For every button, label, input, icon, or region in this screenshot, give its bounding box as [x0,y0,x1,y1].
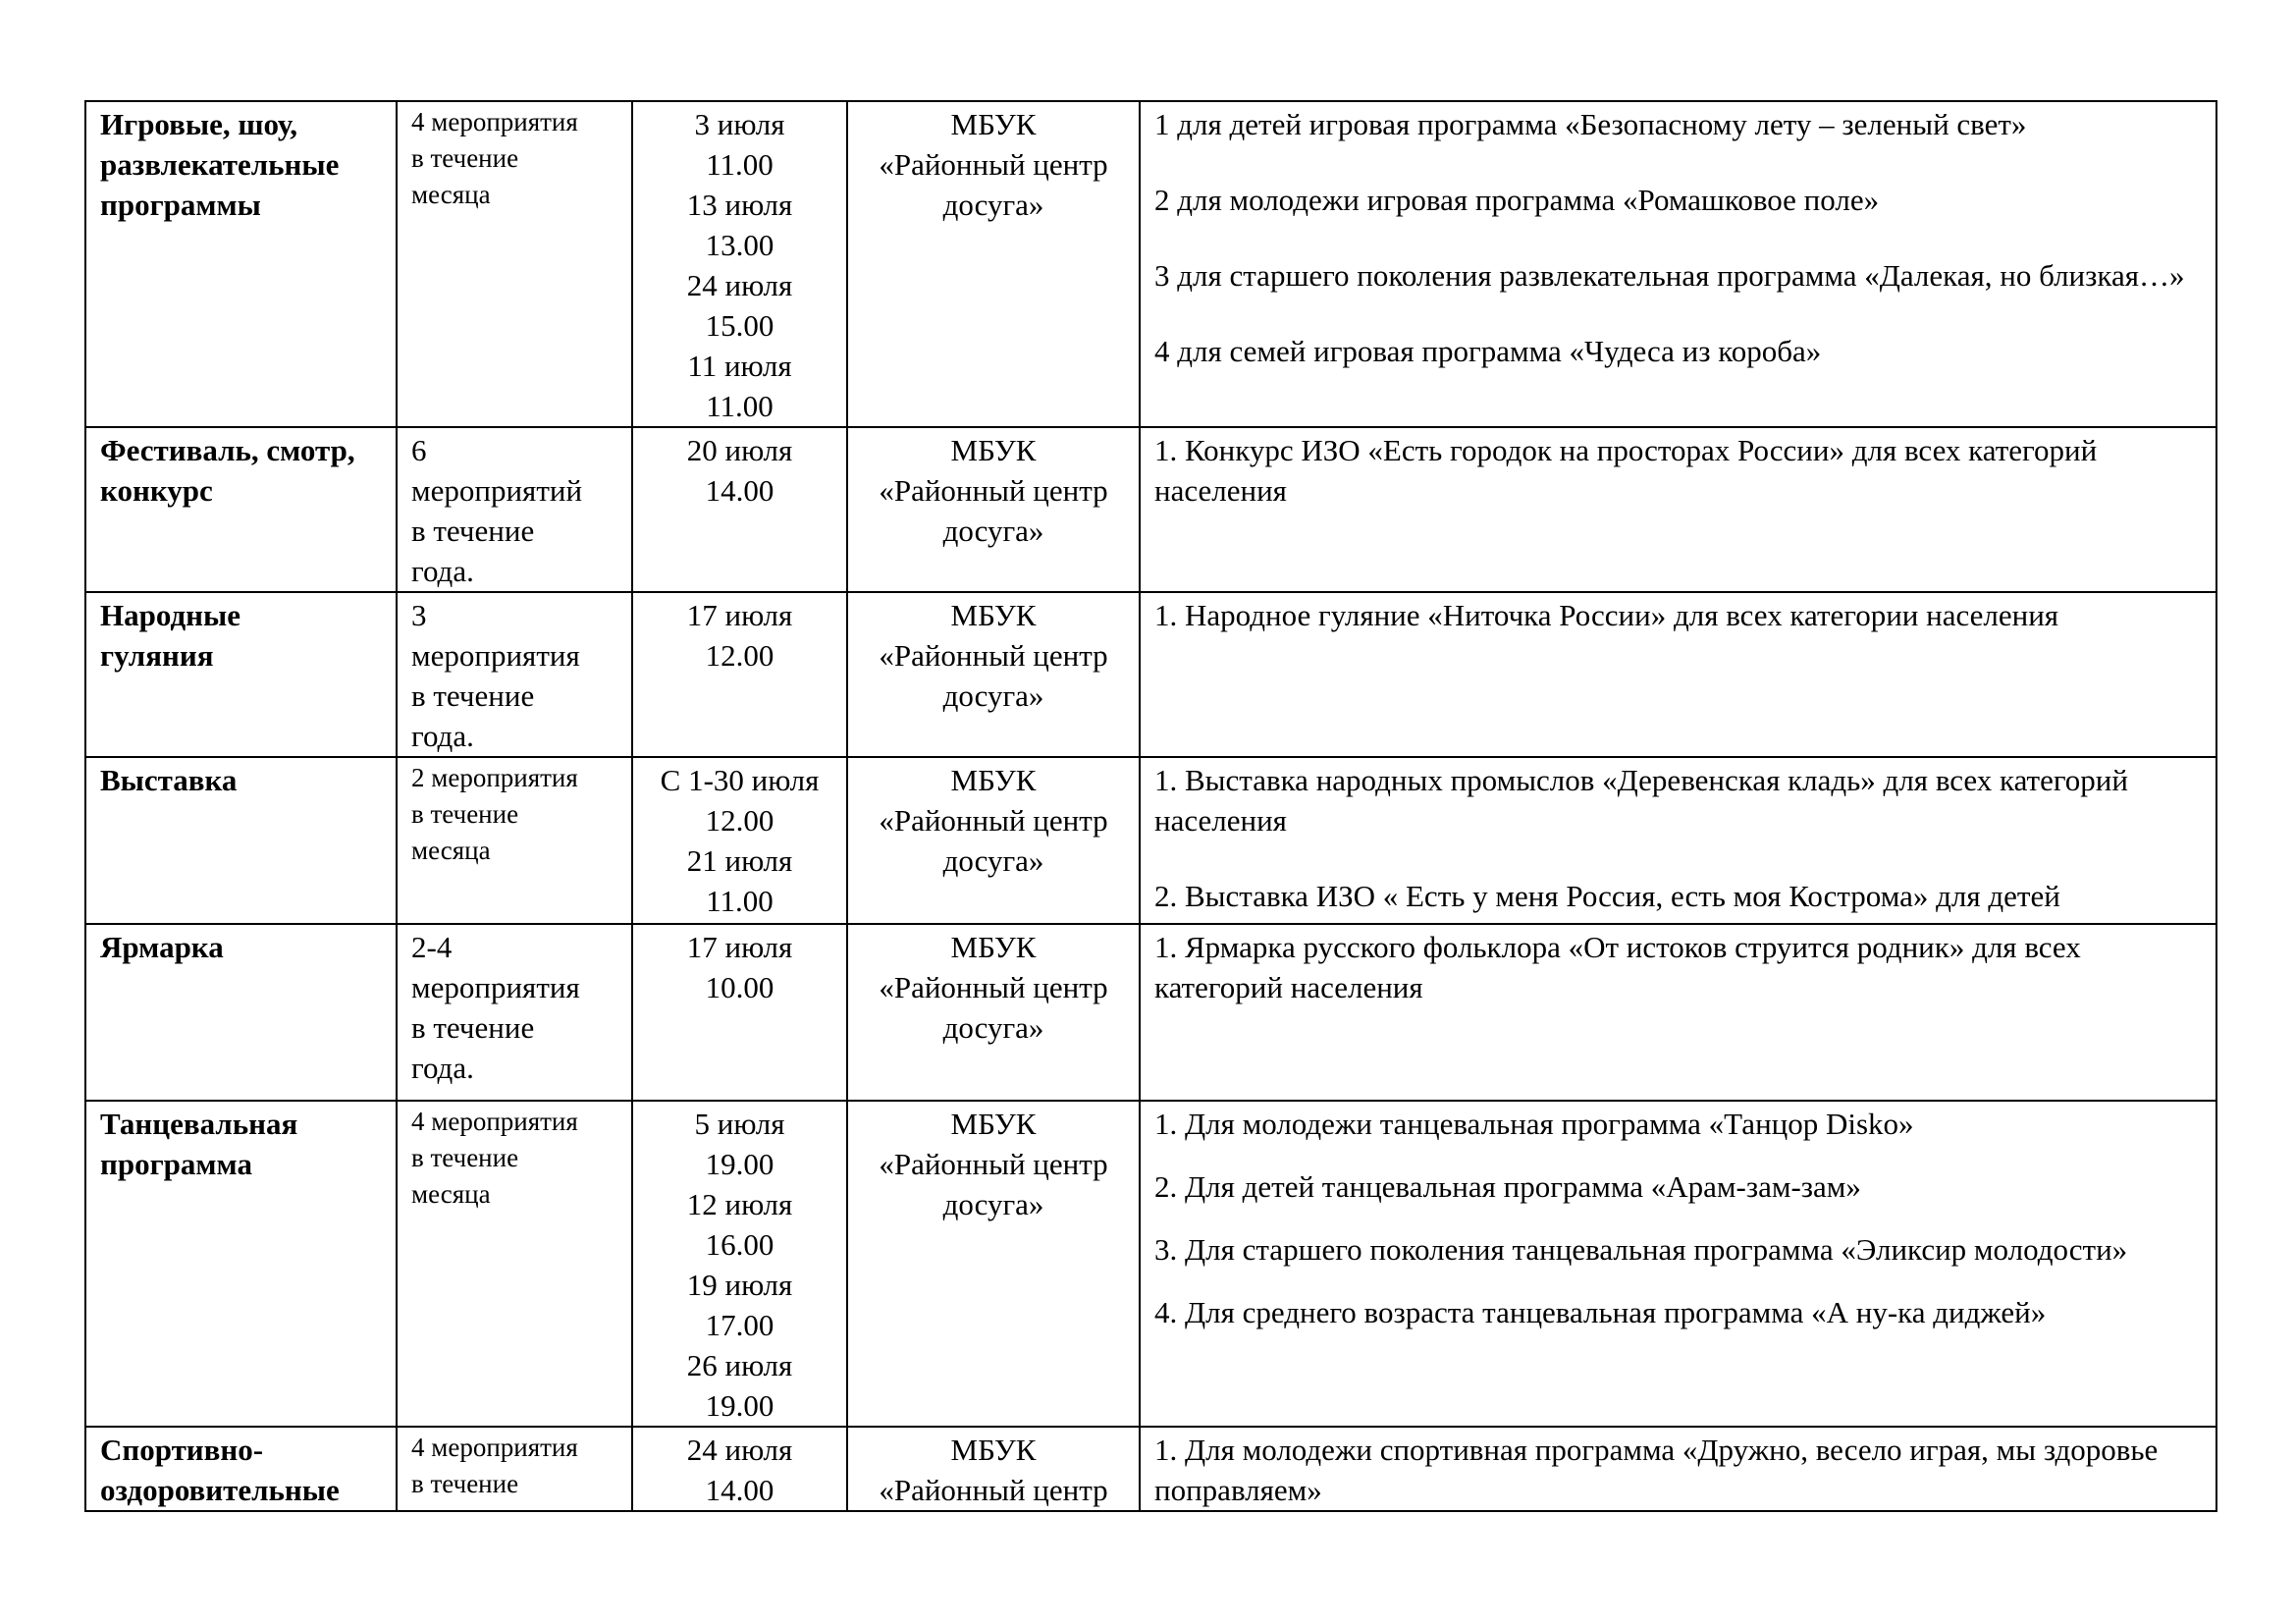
event-description-cell [1140,101,2216,427]
event-description-item: 2 для молодежи игровая программа «Ромашковое поле» [1154,183,1880,217]
event-date-text: 20 июля [686,433,793,467]
event-venue-text: досуга» [942,678,1044,713]
event-date-text: 11.00 [706,147,774,182]
event-date-text: С 1-30 июля [660,763,820,797]
event-date-text: 13.00 [705,228,774,262]
event-date-cell [632,924,847,1101]
event-date-text: 17.00 [705,1308,774,1342]
event-type-text: Спортивно- [100,1433,264,1467]
event-description-item: 1. Выставка народных промыслов «Деревенская кладь» для всех категорий населения [1154,763,2128,838]
events-table [84,100,2217,1512]
event-venue-text: досуга» [942,1010,1044,1045]
event-venue-text: «Районный центр [879,638,1108,673]
event-date-text: 16.00 [705,1227,774,1262]
table-row [85,1101,2216,1427]
event-description-item: 1. Для молодежи спортивная программа «Дружно, весело играя, мы здоровье поправляем» [1154,1433,2159,1507]
event-venue-cell [847,1427,1140,1511]
event-type-text: оздоровительные [100,1473,340,1507]
event-date-text: 11.00 [706,389,774,423]
event-date-text: 19 июля [686,1268,793,1302]
event-type-cell [85,1101,397,1427]
table-row [85,1427,2216,1511]
event-description-cell [1140,757,2216,924]
event-venue-cell [847,757,1140,924]
event-date-cell [632,427,847,592]
event-type-cell [85,592,397,757]
event-description-item: 3 для старшего поколения развлекательная программа «Далекая, но близкая…» [1154,258,2185,293]
event-count-text: в течение [411,1010,535,1045]
event-type-text: Танцевальная [100,1107,298,1141]
event-description-item: 4. Для среднего возраста танцевальная программа «А ну-ка диджей» [1154,1295,2047,1329]
event-count-text: в течение [411,514,535,548]
event-type-cell [85,1427,397,1511]
table-row [85,592,2216,757]
event-date-text: 26 июля [686,1348,793,1382]
event-count-cell [397,1427,632,1511]
event-date-cell [632,757,847,924]
event-count-cell [397,101,632,427]
event-venue-text: МБУК [950,763,1037,797]
event-venue-text: МБУК [950,107,1037,141]
event-date-text: 12.00 [705,803,774,838]
event-count-text: в течение [411,1469,519,1498]
event-description-cell [1140,924,2216,1101]
event-count-cell [397,592,632,757]
event-date-text: 17 июля [686,598,793,632]
event-count-text: месяца [411,180,491,209]
event-count-text: мероприятия [411,970,580,1004]
event-count-text: 2 мероприятия [411,763,578,792]
event-count-text: в течение [411,678,535,713]
event-type-text: Народные [100,598,240,632]
event-venue-cell [847,427,1140,592]
event-type-cell [85,757,397,924]
event-date-text: 19.00 [705,1388,774,1423]
event-count-text: в течение [411,143,519,173]
event-count-text: 6 [411,433,427,467]
event-date-text: 11.00 [706,884,774,918]
event-date-text: 24 июля [686,1433,793,1467]
event-count-text: 4 мероприятия [411,1107,578,1136]
event-venue-cell [847,1101,1140,1427]
event-count-text: месяца [411,1179,491,1209]
event-date-text: 19.00 [705,1147,774,1181]
event-venue-text: МБУК [950,1433,1037,1467]
event-type-text: Игровые, шоу, [100,107,298,141]
table-row [85,101,2216,427]
event-date-text: 24 июля [686,268,793,302]
event-description-item: 1. Конкурс ИЗО «Есть городок на просторах России» для всех категорий населения [1154,433,2098,508]
event-date-text: 5 июля [694,1107,785,1141]
table-row [85,924,2216,1101]
event-venue-cell [847,924,1140,1101]
event-type-cell [85,101,397,427]
event-date-text: 12.00 [705,638,774,673]
event-venue-text: «Районный центр [879,1147,1108,1181]
event-date-text: 11 июля [687,349,792,383]
event-date-cell [632,1427,847,1511]
event-count-text: в течение [411,1143,519,1172]
event-venue-text: досуга» [942,843,1044,878]
event-description-cell [1140,1101,2216,1427]
event-type-text: программа [100,1147,252,1181]
event-description-item: 1 для детей игровая программа «Безопасному лету – зеленый свет» [1154,107,2027,141]
event-count-text: мероприятия [411,638,580,673]
event-venue-text: «Районный центр [879,1473,1108,1507]
event-description-cell [1140,592,2216,757]
event-type-text: конкурс [100,473,213,508]
event-venue-text: МБУК [950,930,1037,964]
event-description-item: 2. Для детей танцевальная программа «Арам-зам-зам» [1154,1169,1861,1204]
event-venue-text: МБУК [950,598,1037,632]
event-count-text: 4 мероприятия [411,1433,578,1462]
table-row [85,427,2216,592]
event-venue-text: досуга» [942,514,1044,548]
event-venue-text: МБУК [950,433,1037,467]
event-date-text: 3 июля [694,107,785,141]
event-date-text: 21 июля [686,843,793,878]
event-date-cell [632,592,847,757]
event-type-text: Ярмарка [100,930,224,964]
event-date-text: 17 июля [686,930,793,964]
event-date-text: 14.00 [705,1473,774,1507]
event-venue-text: «Районный центр [879,473,1108,508]
event-description-item: 4 для семей игровая программа «Чудеса из короба» [1154,334,1822,368]
event-type-text: Фестиваль, смотр, [100,433,355,467]
event-description-item: 2. Выставка ИЗО « Есть у меня Россия, есть моя Кострома» для детей [1154,879,2060,913]
event-date-text: 12 июля [686,1187,793,1221]
event-count-text: 3 [411,598,427,632]
event-venue-text: досуга» [942,188,1044,222]
event-description-item: 1. Народное гуляние «Ниточка России» для всех категории населения [1154,598,2059,632]
event-venue-cell [847,592,1140,757]
event-type-text: Выставка [100,763,238,797]
event-venue-text: «Районный центр [879,970,1108,1004]
event-type-text: развлекательные [100,147,340,182]
event-count-cell [397,757,632,924]
event-date-text: 13 июля [686,188,793,222]
event-count-cell [397,1101,632,1427]
event-date-cell [632,1101,847,1427]
event-count-text: года. [411,554,474,588]
event-count-text: месяца [411,836,491,865]
event-count-text: мероприятий [411,473,583,508]
event-venue-text: досуга» [942,1187,1044,1221]
event-type-cell [85,427,397,592]
event-count-cell [397,924,632,1101]
event-type-text: программы [100,188,261,222]
table-row [85,757,2216,924]
event-venue-text: «Районный центр [879,147,1108,182]
event-date-text: 14.00 [705,473,774,508]
event-description-item: 3. Для старшего поколения танцевальная программа «Эликсир молодости» [1154,1232,2128,1267]
event-description-item: 1. Ярмарка русского фольклора «От истоков струится родник» для всех категорий населения [1154,930,2081,1004]
event-description-cell [1140,1427,2216,1511]
event-venue-cell [847,101,1140,427]
event-date-text: 15.00 [705,308,774,343]
event-description-item: 1. Для молодежи танцевальная программа «Танцор Disko» [1154,1107,1914,1141]
event-count-text: 4 мероприятия [411,107,578,136]
event-date-text: 10.00 [705,970,774,1004]
event-count-text: в течение [411,799,519,829]
event-venue-text: МБУК [950,1107,1037,1141]
event-type-text: гуляния [100,638,214,673]
event-count-text: года. [411,1051,474,1085]
event-count-cell [397,427,632,592]
event-date-cell [632,101,847,427]
table-body [85,101,2216,1511]
event-count-text: 2-4 [411,930,453,964]
event-venue-text: «Районный центр [879,803,1108,838]
event-count-text: года. [411,719,474,753]
event-description-cell [1140,427,2216,592]
event-type-cell [85,924,397,1101]
